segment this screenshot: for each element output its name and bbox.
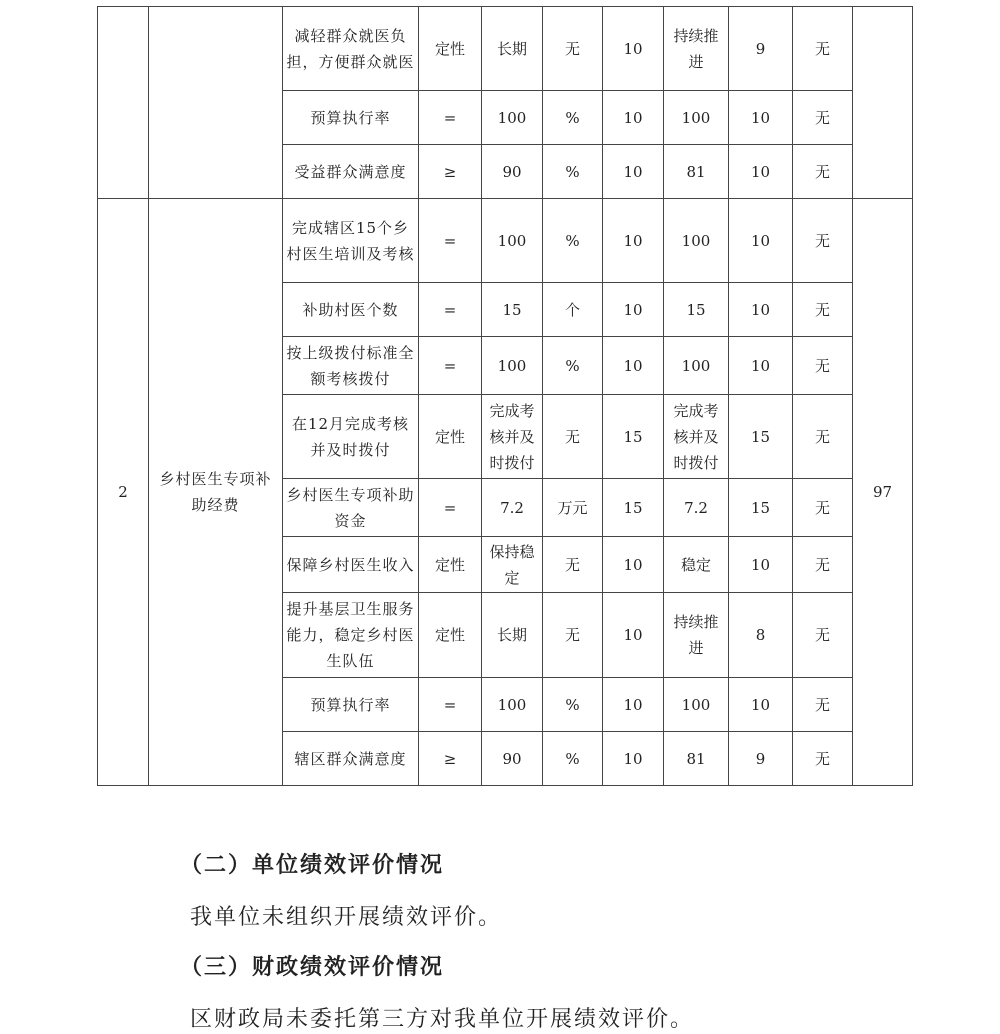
target-cell: 长期 (482, 593, 543, 678)
symbol-cell: 定性 (419, 7, 482, 91)
symbol-cell: = (419, 199, 482, 283)
symbol-cell: = (419, 479, 482, 537)
actual-cell: 100 (664, 199, 729, 283)
unit-cell: 个 (543, 283, 603, 337)
actual-cell: 100 (664, 91, 729, 145)
score-cell: 15 (729, 479, 793, 537)
indicator-cell: 在12月完成考核并及时拨付 (283, 395, 419, 479)
unit-cell: 无 (543, 7, 603, 91)
project-no-cell: 2 (98, 199, 149, 786)
note-cell: 无 (793, 593, 853, 678)
weight-cell: 10 (603, 91, 664, 145)
weight-cell: 15 (603, 395, 664, 479)
project-no-cell (98, 7, 149, 199)
note-cell: 无 (793, 732, 853, 786)
weight-cell: 10 (603, 537, 664, 593)
score-cell: 8 (729, 593, 793, 678)
unit-cell: % (543, 199, 603, 283)
target-cell: 90 (482, 145, 543, 199)
target-cell: 90 (482, 732, 543, 786)
note-cell: 无 (793, 479, 853, 537)
score-cell: 9 (729, 7, 793, 91)
symbol-cell: = (419, 91, 482, 145)
actual-cell: 持续推进 (664, 593, 729, 678)
finance-evaluation-text: 区财政局未委托第三方对我单位开展绩效评价。 (190, 1007, 695, 1032)
project-name-cell: 乡村医生专项补助经费 (149, 199, 283, 786)
symbol-cell: 定性 (419, 593, 482, 678)
score-cell: 10 (729, 337, 793, 395)
unit-cell: 无 (543, 537, 603, 593)
unit-evaluation-heading: （二）单位绩效评价情况 (180, 852, 445, 878)
indicator-cell: 预算执行率 (283, 678, 419, 732)
note-cell: 无 (793, 199, 853, 283)
actual-cell: 7.2 (664, 479, 729, 537)
target-cell: 100 (482, 337, 543, 395)
symbol-cell: = (419, 678, 482, 732)
actual-cell: 完成考核并及时拨付 (664, 395, 729, 479)
indicator-cell: 完成辖区15个乡村医生培训及考核 (283, 199, 419, 283)
score-cell: 15 (729, 395, 793, 479)
symbol-cell: = (419, 337, 482, 395)
weight-cell: 10 (603, 199, 664, 283)
note-cell: 无 (793, 91, 853, 145)
performance-table (97, 6, 913, 786)
weight-cell: 15 (603, 479, 664, 537)
actual-cell: 100 (664, 337, 729, 395)
total-score-cell: 97 (853, 199, 913, 786)
indicator-cell: 乡村医生专项补助资金 (283, 479, 419, 537)
note-cell: 无 (793, 283, 853, 337)
project-name-cell (149, 7, 283, 199)
score-cell: 10 (729, 145, 793, 199)
target-cell: 100 (482, 678, 543, 732)
actual-cell: 15 (664, 283, 729, 337)
indicator-cell: 补助村医个数 (283, 283, 419, 337)
target-cell: 15 (482, 283, 543, 337)
weight-cell: 10 (603, 732, 664, 786)
unit-cell: % (543, 91, 603, 145)
score-cell: 9 (729, 732, 793, 786)
target-cell: 7.2 (482, 479, 543, 537)
unit-cell: 无 (543, 395, 603, 479)
table-row (98, 7, 913, 91)
actual-cell: 稳定 (664, 537, 729, 593)
weight-cell: 10 (603, 593, 664, 678)
target-cell: 100 (482, 199, 543, 283)
finance-evaluation-heading: （三）财政绩效评价情况 (180, 954, 445, 980)
note-cell: 无 (793, 678, 853, 732)
unit-cell: % (543, 678, 603, 732)
unit-cell: 无 (543, 593, 603, 678)
weight-cell: 10 (603, 7, 664, 91)
total-score-cell (853, 7, 913, 199)
target-cell: 完成考核并及时拨付 (482, 395, 543, 479)
unit-cell: % (543, 337, 603, 395)
note-cell: 无 (793, 7, 853, 91)
actual-cell: 81 (664, 732, 729, 786)
weight-cell: 10 (603, 337, 664, 395)
symbol-cell: ≥ (419, 145, 482, 199)
indicator-cell: 预算执行率 (283, 91, 419, 145)
note-cell: 无 (793, 537, 853, 593)
note-cell: 无 (793, 145, 853, 199)
table-row (98, 199, 913, 283)
score-cell: 10 (729, 283, 793, 337)
actual-cell: 持续推进 (664, 7, 729, 91)
indicator-cell: 辖区群众满意度 (283, 732, 419, 786)
indicator-cell: 保障乡村医生收入 (283, 537, 419, 593)
indicator-cell: 受益群众满意度 (283, 145, 419, 199)
indicator-cell: 提升基层卫生服务能力，稳定乡村医生队伍 (283, 593, 419, 678)
note-cell: 无 (793, 337, 853, 395)
score-cell: 10 (729, 537, 793, 593)
actual-cell: 81 (664, 145, 729, 199)
indicator-cell: 减轻群众就医负担，方便群众就医 (283, 7, 419, 91)
unit-cell: 万元 (543, 479, 603, 537)
score-cell: 10 (729, 91, 793, 145)
score-cell: 10 (729, 199, 793, 283)
unit-cell: % (543, 732, 603, 786)
unit-cell: % (543, 145, 603, 199)
target-cell: 100 (482, 91, 543, 145)
unit-evaluation-text: 我单位未组织开展绩效评价。 (190, 905, 503, 930)
weight-cell: 10 (603, 283, 664, 337)
actual-cell: 100 (664, 678, 729, 732)
indicator-cell: 按上级拨付标准全额考核拨付 (283, 337, 419, 395)
symbol-cell: 定性 (419, 537, 482, 593)
target-cell: 保持稳定 (482, 537, 543, 593)
note-cell: 无 (793, 395, 853, 479)
symbol-cell: = (419, 283, 482, 337)
weight-cell: 10 (603, 678, 664, 732)
symbol-cell: 定性 (419, 395, 482, 479)
target-cell: 长期 (482, 7, 543, 91)
score-cell: 10 (729, 678, 793, 732)
weight-cell: 10 (603, 145, 664, 199)
symbol-cell: ≥ (419, 732, 482, 786)
